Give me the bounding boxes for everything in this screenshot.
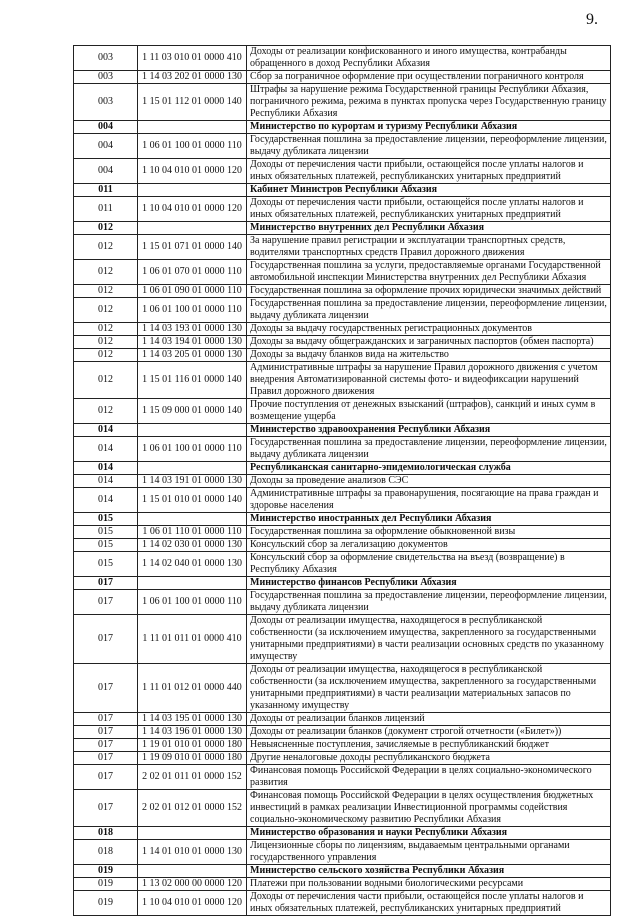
page-number: 9. [586,11,598,28]
description-cell: Доходы от реализации бланков лицензий [247,713,611,726]
dept-code-cell: 015 [74,539,138,552]
revenue-code-cell [138,513,247,526]
description-cell: Государственная пошлина за оформление прочих юридически значимых действий [247,285,611,298]
dept-code-cell: 014 [74,462,138,475]
description-cell: Финансовая помощь Российской Федерации в целях осуществления бюджетных инвестиций в рамках реализации Инвестиционной программы содействия социально-экономическому развитию Республики Абхазия [247,790,611,827]
revenue-code-cell: 1 10 04 010 01 0000 120 [138,891,247,916]
dept-code-cell: 004 [74,121,138,134]
dept-code-cell: 018 [74,827,138,840]
table-row [74,298,611,323]
dept-code-cell: 017 [74,664,138,713]
description-cell: Государственная пошлина за предоставление лицензии, переоформление лицензии, выдачу дубликата лицензии [247,134,611,159]
dept-code-cell: 012 [74,362,138,399]
revenue-code-cell: 1 11 01 012 01 0000 440 [138,664,247,713]
revenue-code-cell: 1 14 03 205 01 0000 130 [138,349,247,362]
dept-code-cell: 012 [74,323,138,336]
revenue-code-cell [138,424,247,437]
description-cell: Лицензионные сборы по лицензиям, выдаваемым центральными органами государственного управления [247,840,611,865]
table-row [74,475,611,488]
revenue-code-cell: 1 14 03 193 01 0000 130 [138,323,247,336]
revenue-code-cell [138,577,247,590]
revenue-code-cell: 1 15 01 116 01 0000 140 [138,362,247,399]
dept-code-cell: 012 [74,298,138,323]
description-cell: Административные штрафы за нарушение Правил дорожного движения с учетом внедрения Автоматизированной системы фото- и видеофиксации нарушений Правил дорожного движения [247,362,611,399]
table-row [74,488,611,513]
dept-code-cell: 019 [74,878,138,891]
description-cell: За нарушение правил регистрации и эксплуатации транспортных средств, водителями транспортных средств Правил дорожного движения [247,235,611,260]
revenue-code-cell: 1 15 09 000 01 0000 140 [138,399,247,424]
revenue-code-cell: 1 06 01 110 01 0000 110 [138,526,247,539]
description-cell: Доходы от перечисления части прибыли, остающейся после уплаты налогов и иных обязательных платежей, республиканских унитарных предприятий [247,891,611,916]
table-row [74,878,611,891]
revenue-code-cell [138,462,247,475]
description-cell: Другие неналоговые доходы республиканского бюджета [247,752,611,765]
dept-code-cell: 012 [74,349,138,362]
revenue-code-cell: 1 19 01 010 01 0000 180 [138,739,247,752]
dept-code-cell: 004 [74,134,138,159]
dept-code-cell: 015 [74,552,138,577]
dept-code-cell: 019 [74,865,138,878]
description-cell: Кабинет Министров Республики Абхазия [247,184,611,197]
description-cell: Государственная пошлина за предоставление лицензии, переоформление лицензии, выдачу дубликата лицензии [247,298,611,323]
description-cell: Доходы за проведение анализов СЭС [247,475,611,488]
table-row [74,713,611,726]
revenue-code-cell: 1 11 03 010 01 0000 410 [138,46,247,71]
section-header-row [74,424,611,437]
revenue-code-cell: 1 14 03 195 01 0000 130 [138,713,247,726]
dept-code-cell: 011 [74,184,138,197]
description-cell: Министерство иностранных дел Республики Абхазия [247,513,611,526]
table-row [74,399,611,424]
dept-code-cell: 015 [74,526,138,539]
description-cell: Государственная пошлина за предоставление лицензии, переоформление лицензии, выдачу дубликата лицензии [247,590,611,615]
table-row [74,552,611,577]
description-cell: Штрафы за нарушение режима Государственной границы Республики Абхазия, пограничного режима, режима в пунктах пропуска через Государственную границу Республики Абхазия [247,84,611,121]
revenue-code-cell [138,222,247,235]
dept-code-cell: 003 [74,84,138,121]
revenue-code-cell: 1 19 09 010 01 0000 180 [138,752,247,765]
table-row [74,739,611,752]
table-row [74,437,611,462]
table-row [74,590,611,615]
table-row [74,349,611,362]
table-row [74,539,611,552]
dept-code-cell: 017 [74,739,138,752]
description-cell: Республиканская санитарно-эпидемиологическая служба [247,462,611,475]
revenue-code-cell: 1 14 03 191 01 0000 130 [138,475,247,488]
budget-codes-table [73,45,611,916]
dept-code-cell: 017 [74,765,138,790]
table-row [74,336,611,349]
table-row [74,726,611,739]
table-row [74,285,611,298]
revenue-code-cell: 1 14 02 030 01 0000 130 [138,539,247,552]
section-header-row [74,513,611,526]
table-row [74,235,611,260]
dept-code-cell: 012 [74,235,138,260]
dept-code-cell: 017 [74,577,138,590]
dept-code-cell: 015 [74,513,138,526]
table-row [74,362,611,399]
description-cell: Сбор за пограничное оформление при осуществлении пограничного контроля [247,71,611,84]
description-cell: Доходы от перечисления части прибыли, остающейся после уплаты налогов и иных обязательных платежей, республиканских унитарных предприятий [247,197,611,222]
table-row [74,197,611,222]
revenue-code-cell: 1 14 03 194 01 0000 130 [138,336,247,349]
description-cell: Платежи при пользовании водными биологическими ресурсами [247,878,611,891]
dept-code-cell: 017 [74,790,138,827]
revenue-code-cell [138,184,247,197]
dept-code-cell: 017 [74,615,138,664]
table-row [74,790,611,827]
table-row [74,260,611,285]
table-row [74,71,611,84]
section-header-row [74,577,611,590]
description-cell: Государственная пошлина за предоставление лицензии, переоформление лицензии, выдачу дубликата лицензии [247,437,611,462]
description-cell: Министерство сельского хозяйства Республики Абхазия [247,865,611,878]
description-cell: Доходы от реализации конфискованного и иного имущества, контрабанды обращенного в доход Республики Абхазия [247,46,611,71]
description-cell: Государственная пошлина за услуги, предоставляемые органами Государственной автомобильной инспекции Министерства внутренних дел Республики Абхазия [247,260,611,285]
revenue-code-cell: 1 14 02 040 01 0000 130 [138,552,247,577]
revenue-code-cell: 1 14 01 010 01 0000 130 [138,840,247,865]
revenue-code-cell: 1 06 01 100 01 0000 110 [138,590,247,615]
dept-code-cell: 014 [74,437,138,462]
description-cell: Доходы за выдачу государственных регистрационных документов [247,323,611,336]
revenue-code-cell: 1 06 01 100 01 0000 110 [138,437,247,462]
table-row [74,752,611,765]
revenue-code-cell: 1 15 01 010 01 0000 140 [138,488,247,513]
description-cell: Министерство здравоохранения Республики Абхазия [247,424,611,437]
revenue-code-cell: 2 02 01 012 01 0000 152 [138,790,247,827]
dept-code-cell: 014 [74,424,138,437]
table-row [74,84,611,121]
revenue-code-cell: 1 10 04 010 01 0000 120 [138,159,247,184]
description-cell: Доходы от реализации имущества, находящегося в республиканской собственности (за исключением имущества, закрепленного за государственными унитарными предприятиями) в части реализации материальных запасов по указанному имуществу [247,664,611,713]
dept-code-cell: 014 [74,488,138,513]
section-header-row [74,827,611,840]
description-cell: Административные штрафы за правонарушения, посягающие на права граждан и здоровье населения [247,488,611,513]
dept-code-cell: 017 [74,752,138,765]
dept-code-cell: 004 [74,159,138,184]
description-cell: Консульский сбор за оформление свидетельства на въезд (возвращение) в Республику Абхазия [247,552,611,577]
revenue-code-cell [138,121,247,134]
description-cell: Министерство внутренних дел Республики Абхазия [247,222,611,235]
revenue-code-cell: 1 15 01 071 01 0000 140 [138,235,247,260]
section-header-row [74,222,611,235]
description-cell: Доходы от реализации бланков (документ строгой отчетности («Билет»)) [247,726,611,739]
dept-code-cell: 012 [74,336,138,349]
section-header-row [74,865,611,878]
dept-code-cell: 011 [74,197,138,222]
description-cell: Доходы за выдачу общегражданских и заграничных паспортов (обмен паспорта) [247,336,611,349]
description-cell: Министерство финансов Республики Абхазия [247,577,611,590]
dept-code-cell: 012 [74,399,138,424]
dept-code-cell: 017 [74,713,138,726]
revenue-code-cell [138,827,247,840]
section-header-row [74,462,611,475]
revenue-code-cell: 2 02 01 011 01 0000 152 [138,765,247,790]
section-header-row [74,121,611,134]
section-header-row [74,184,611,197]
description-cell: Министерство образования и науки Республики Абхазия [247,827,611,840]
revenue-code-cell: 1 06 01 090 01 0000 110 [138,285,247,298]
revenue-code-cell: 1 06 01 100 01 0000 110 [138,298,247,323]
table-row [74,323,611,336]
table-row [74,46,611,71]
dept-code-cell: 012 [74,222,138,235]
description-cell: Министерство по курортам и туризму Республики Абхазия [247,121,611,134]
table-row [74,159,611,184]
description-cell: Государственная пошлина за оформление обыкновенной визы [247,526,611,539]
dept-code-cell: 003 [74,71,138,84]
description-cell: Доходы за выдачу бланков вида на жительство [247,349,611,362]
dept-code-cell: 012 [74,285,138,298]
description-cell: Доходы от перечисления части прибыли, остающейся после уплаты налогов и иных обязательных платежей, республиканских унитарных предприятий [247,159,611,184]
description-cell: Доходы от реализации имущества, находящегося в республиканской собственности (за исключением имущества, закрепленного за государственными унитарными предприятиями) в части реализации основных средств по указанному имуществу [247,615,611,664]
revenue-code-cell: 1 14 03 196 01 0000 130 [138,726,247,739]
table-row [74,615,611,664]
dept-code-cell: 003 [74,46,138,71]
revenue-code-cell: 1 11 01 011 01 0000 410 [138,615,247,664]
description-cell: Консульский сбор за легализацию документов [247,539,611,552]
table-row [74,134,611,159]
dept-code-cell: 017 [74,726,138,739]
dept-code-cell: 012 [74,260,138,285]
description-cell: Финансовая помощь Российской Федерации в целях социально-экономического развития [247,765,611,790]
dept-code-cell: 018 [74,840,138,865]
revenue-code-cell: 1 06 01 100 01 0000 110 [138,134,247,159]
table-body [74,46,611,916]
dept-code-cell: 019 [74,891,138,916]
revenue-code-cell: 1 15 01 112 01 0000 140 [138,84,247,121]
table-row [74,765,611,790]
description-cell: Невыясненные поступления, зачисляемые в республиканский бюджет [247,739,611,752]
description-cell: Прочие поступления от денежных взысканий (штрафов), санкций и иных сумм в возмещение ущерба [247,399,611,424]
dept-code-cell: 017 [74,590,138,615]
revenue-code-cell: 1 14 03 202 01 0000 130 [138,71,247,84]
table-row [74,891,611,916]
table-row [74,840,611,865]
revenue-code-cell: 1 13 02 000 00 0000 120 [138,878,247,891]
revenue-code-cell: 1 06 01 070 01 0000 110 [138,260,247,285]
table-row [74,664,611,713]
dept-code-cell: 014 [74,475,138,488]
revenue-code-cell: 1 10 04 010 01 0000 120 [138,197,247,222]
revenue-code-cell [138,865,247,878]
table-row [74,526,611,539]
